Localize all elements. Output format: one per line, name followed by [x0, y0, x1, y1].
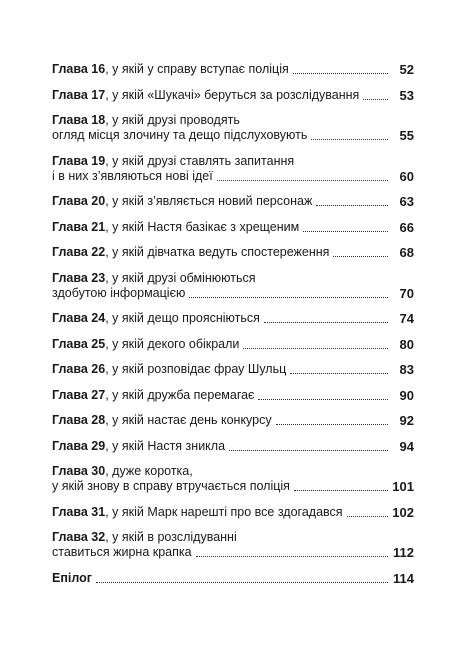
- chapter-label: Глава 16: [52, 62, 106, 76]
- chapter-title: , у якій дещо проясніються: [105, 311, 260, 325]
- chapter-title: , у якій дружба перемагає: [105, 387, 255, 402]
- toc-entry: [52, 88, 414, 103]
- toc-entry: [52, 311, 414, 326]
- chapter-label: Глава 17: [52, 87, 106, 102]
- toc-line: [52, 337, 414, 352]
- dot-leader: [96, 581, 388, 583]
- chapter-label: Глава 25: [52, 336, 106, 351]
- page-number: 52: [399, 62, 414, 77]
- dot-leader: [243, 347, 388, 349]
- toc-line: [52, 530, 414, 545]
- toc-entry: [52, 154, 414, 184]
- toc-entry: [52, 62, 414, 77]
- page-number: 92: [399, 413, 414, 428]
- toc-entry: [52, 530, 414, 560]
- chapter-title: , у якій друзі обмінюються: [105, 270, 256, 285]
- page-number: 112: [393, 545, 414, 560]
- toc-line: [52, 362, 414, 377]
- page-number: 90: [399, 387, 414, 403]
- dot-leader: [196, 555, 388, 557]
- page-number: 53: [399, 87, 414, 103]
- table-of-contents: [52, 62, 414, 596]
- toc-entry: [52, 220, 414, 235]
- toc-entry: [52, 271, 414, 301]
- toc-entry: [52, 362, 414, 377]
- chapter-title: , у якій Марк нарешті про все здогадався: [105, 504, 343, 519]
- page-number: 80: [399, 336, 414, 352]
- page-number: 68: [399, 245, 414, 260]
- toc-entry: [52, 505, 414, 520]
- chapter-label: Глава 31: [52, 504, 106, 519]
- chapter-title: , у якій друзі проводять: [105, 113, 240, 127]
- chapter-title-continued: і в них з’являються нові ідеї: [52, 168, 213, 183]
- toc-entry: [52, 337, 414, 352]
- dot-leader: [229, 449, 388, 451]
- chapter-label: Глава 27: [52, 387, 106, 402]
- chapter-label: Глава 32: [52, 530, 106, 544]
- toc-entry: [52, 113, 414, 143]
- toc-entry: [52, 245, 414, 260]
- toc-entry: [52, 464, 414, 494]
- toc-entry: [52, 439, 414, 454]
- page-number: 83: [399, 362, 414, 377]
- chapter-title: , у якій Настя зникла: [105, 438, 226, 453]
- toc-line: [52, 62, 414, 77]
- chapter-title: , у якій «Шукачі» беруться за розслідування: [105, 87, 360, 102]
- toc-line: [52, 286, 414, 301]
- toc-line: [52, 271, 414, 286]
- chapter-title: , у якій друзі ставлять запитання: [105, 153, 295, 168]
- page-number: 114: [393, 570, 414, 586]
- chapter-title: , у якій дівчатка ведуть спостереження: [105, 245, 330, 259]
- chapter-label: Глава 20: [52, 194, 106, 208]
- chapter-label: Глава 30: [52, 464, 106, 478]
- toc-line: [52, 413, 414, 428]
- toc-line: [52, 505, 414, 520]
- toc-line: [52, 128, 414, 143]
- dot-leader: [217, 179, 388, 181]
- toc-entry: [52, 194, 414, 209]
- chapter-label: Глава 24: [52, 311, 106, 325]
- chapter-label: Глава 21: [52, 219, 106, 234]
- chapter-title: , у якій Настя базікає з хрещеним: [105, 219, 300, 234]
- chapter-title: , у якій розповідає фрау Шульц: [105, 362, 287, 376]
- toc-line: [52, 169, 414, 184]
- chapter-label: Глава 22: [52, 245, 106, 259]
- dot-leader: [264, 321, 388, 323]
- dot-leader: [293, 72, 388, 74]
- toc-line: [52, 571, 414, 586]
- toc-line: [52, 154, 414, 169]
- chapter-title-continued: огляд місця злочину та дещо підслуховують: [52, 128, 308, 142]
- dot-leader: [363, 98, 388, 100]
- dot-leader: [290, 372, 388, 374]
- chapter-title-continued: ставиться жирна крапка: [52, 545, 192, 559]
- page-number: 55: [399, 128, 414, 143]
- page-number: 63: [399, 194, 414, 209]
- dot-leader: [303, 230, 388, 232]
- chapter-title: , у якій декого обікрали: [105, 336, 240, 351]
- dot-leader: [276, 423, 388, 425]
- toc-line: [52, 220, 414, 235]
- chapter-title-continued: у якій знову в справу втручається поліція: [52, 479, 290, 493]
- page-number: 66: [399, 219, 414, 235]
- chapter-label: Глава 18: [52, 113, 106, 127]
- page-number: 70: [399, 285, 414, 301]
- dot-leader: [347, 515, 388, 517]
- chapter-title: , у якій в розслідуванні: [105, 530, 237, 544]
- chapter-label: Глава 29: [52, 438, 106, 453]
- dot-leader: [258, 398, 388, 400]
- toc-line: [52, 545, 414, 560]
- toc-line: [52, 194, 414, 209]
- chapter-title: , у якій у справу вступає поліція: [105, 62, 289, 76]
- chapter-title: , у якій з’являється новий персонаж: [105, 194, 313, 208]
- chapter-label: Глава 26: [52, 362, 106, 376]
- toc-entry: [52, 388, 414, 403]
- toc-line: [52, 388, 414, 403]
- chapter-title-continued: здобутою інформацією: [52, 285, 186, 300]
- chapter-label: Глава 28: [52, 413, 106, 427]
- toc-line: [52, 439, 414, 454]
- toc-entry: [52, 571, 414, 586]
- page-number: 94: [399, 438, 414, 454]
- page-number: 102: [392, 504, 414, 520]
- toc-line: [52, 245, 414, 260]
- chapter-label: Глава 23: [52, 270, 106, 285]
- chapter-title: , у якій настає день конкурсу: [105, 413, 272, 427]
- dot-leader: [189, 296, 388, 298]
- dot-leader: [294, 489, 388, 491]
- dot-leader: [333, 255, 388, 257]
- toc-line: [52, 479, 414, 494]
- chapter-title: , дуже коротка,: [105, 464, 193, 478]
- dot-leader: [316, 204, 388, 206]
- toc-line: [52, 113, 414, 128]
- toc-line: [52, 311, 414, 326]
- page-number: 101: [392, 479, 414, 494]
- toc-line: [52, 88, 414, 103]
- page-number: 74: [399, 311, 414, 326]
- dot-leader: [311, 138, 388, 140]
- epilogue-label: Епілог: [52, 570, 92, 585]
- toc-line: [52, 464, 414, 479]
- chapter-label: Глава 19: [52, 153, 106, 168]
- toc-entry: [52, 413, 414, 428]
- page-number: 60: [399, 168, 414, 184]
